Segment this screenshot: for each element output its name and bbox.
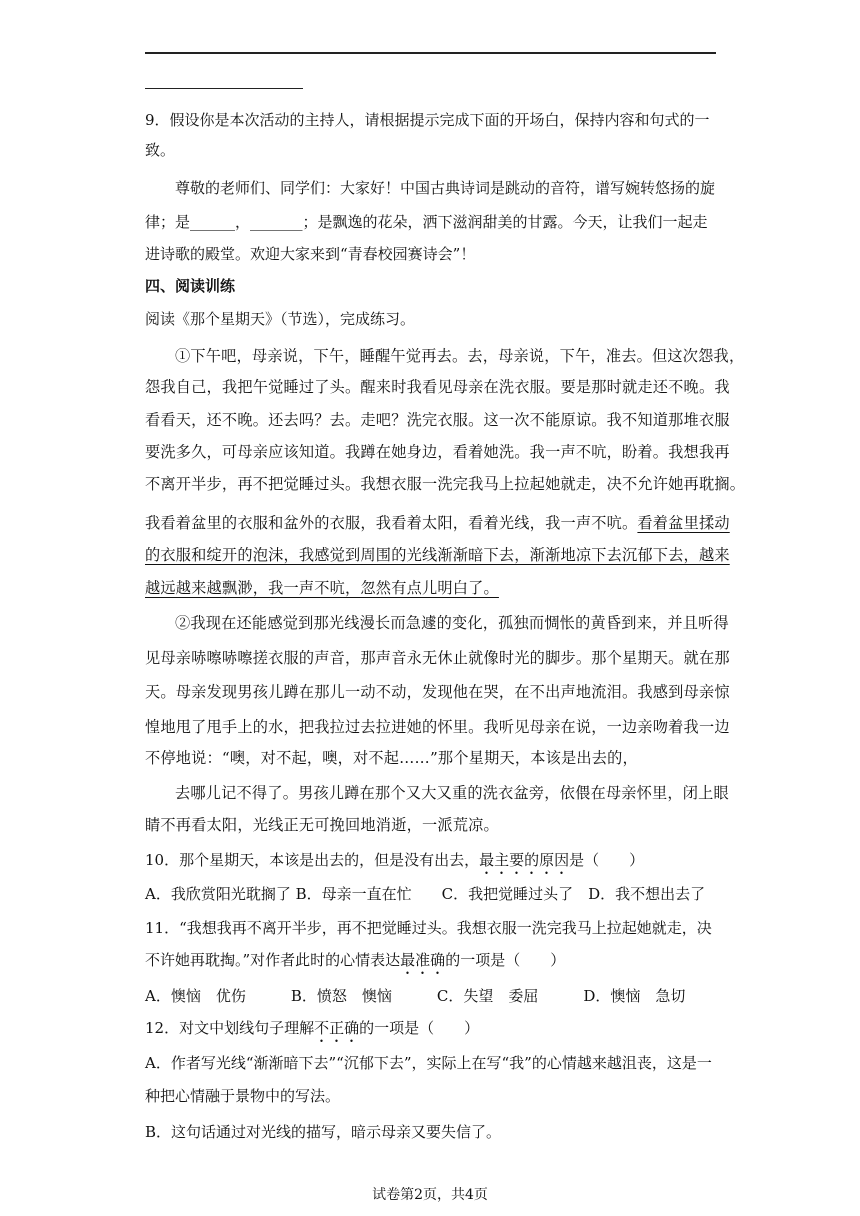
underlined-sentence: 看着盆里揉动: [637, 514, 730, 532]
answer-blank-line: [145, 88, 303, 89]
section-intro: 阅读《那个星期天》（节选），完成练习。: [145, 310, 416, 328]
q12-stem-text: 12．对文中划线句子理解: [145, 1019, 315, 1037]
section-title: 四、阅读训练: [145, 277, 236, 295]
q11-emphasis: 最准确: [400, 951, 446, 969]
passage-p3-line1: 去哪儿记不得了。男孩儿蹲在那个又大又重的洗衣盆旁，依偎在母亲怀里，闭上眼: [175, 784, 729, 802]
q12-stem-end: 的一项是（ ）: [359, 1019, 480, 1037]
q12-option-a-line2: 种把心情融于景物中的写法。: [145, 1087, 341, 1105]
q10-options: A．我欣赏阳光耽搁了 B．母亲一直在忙 C．我把觉睡过头了 D．我不想出去了: [145, 885, 706, 903]
passage-p1-line3: 看看天，还不晚。还去吗？去。走吧？洗完衣服。这一次不能原谅。我不知道那堆衣服: [145, 411, 730, 429]
q11-stem-text: 不许她再耽掏。”对作者此时的心情表达: [145, 951, 401, 969]
q11-line2: [145, 950, 565, 978]
q12-emphasis: 不正确: [314, 1019, 360, 1037]
passage-p2-line4: 惶地甩了甩手上的水，把我拉过去拉进她的怀里。我听见母亲在说，一边亲吻着我一边: [145, 718, 730, 736]
passage-p2-line5: 不停地说：“噢，对不起，噢，对不起……”那个星期天，本该是出去的，: [145, 749, 638, 767]
passage-p1-line2: 怨我自己，我把午觉睡过了头。醒来时我看见母亲在洗衣服。要是那时就走还不晚。我: [145, 378, 730, 396]
q11-options: A．懊恼 优伤 B．愤怒 懊恼 C．失望 委屈 D．懊恼 急切: [145, 987, 686, 1005]
q10-emphasis: 最主要的原因: [479, 851, 570, 869]
passage-p2-line1: ②我现在还能感觉到那光线漫长而急遽的变化，孤独而惆怅的黄昏到来，并且听得: [175, 614, 729, 632]
underlined-sentence-line2: 的衣服和绽开的泡沫，我感觉到周围的光线渐渐暗下去，渐渐地凉下去沉郁下去，越来: [145, 546, 730, 564]
q12-stem: [145, 1018, 479, 1046]
q9-para1: 尊敬的老师们、同学们：大家好！中国古典诗词是跳动的音符，谱写婉转悠扬的旋: [175, 179, 716, 197]
q9-para2: 律；是______，_______；是飘逸的花朵，洒下滋润甜美的甘露。今天，让我们一起走: [145, 213, 708, 231]
passage-p1-line6: [145, 513, 730, 533]
passage-p2-line2: 见母亲哧嚓哧嚓搓衣服的声音，那声音永无休止就像时光的脚步。那个星期天。就在那: [145, 649, 730, 667]
passage-p1-line4: 要洗多久，可母亲应该知道。我蹲在她身边，看着她洗。我一声不吭，盼着。我想我再: [145, 443, 730, 461]
q9-para3: 进诗歌的殿堂。欢迎大家来到“青春校园赛诗会”！: [145, 245, 476, 263]
q12-option-b: B．这句话通过对光线的描写，暗示母亲又要失信了。: [145, 1123, 502, 1141]
q10-stem-end: 是（ ）: [569, 851, 645, 869]
passage-plain-text: 我看着盆里的衣服和盆外的衣服，我看着太阳，看着光线，我一声不吭。: [145, 514, 638, 532]
q11-line1: 11．“我想我再不离开半步，再不把觉睡过头。我想衣服一洗完我马上拉起她就走，决: [145, 919, 712, 937]
passage-p1-line5: 不离开半步，再不把觉睡过头。我想衣服一洗完我马上拉起她就走，决不允许她再耽搁。: [145, 475, 746, 493]
q9-line1: 9．假设你是本次活动的主持人，请根据提示完成下面的开场白，保持内容和句式的一: [145, 111, 710, 129]
q12-option-a-line1: A．作者写光线“渐渐暗下去”“沉郁下去”，实际上在写“我”的心情越来越沮丧，这是一: [145, 1054, 712, 1072]
header-rule: [145, 52, 716, 54]
q10-stem-text: 10．那个星期天，本该是出去的，但是没有出去，: [145, 851, 480, 869]
q10-stem: [145, 850, 644, 878]
passage-p2-line3: 天。母亲发现男孩儿蹲在那儿一动不动，发现他在哭，在不出声地流泪。我感到母亲惊: [145, 683, 730, 701]
passage-p1-line1: ①下午吧，母亲说，下午，睡醒午觉再去。去，母亲说，下午，准去。但这次怨我，: [175, 347, 745, 365]
q11-stem-end: 的一项是（ ）: [445, 951, 566, 969]
passage-p3-line2: 睛不再看太阳，光线正无可挽回地消逝，一派荒凉。: [145, 816, 499, 834]
q9-line2: 致。: [145, 141, 176, 159]
page-footer: 试卷第2页，共4页: [372, 1187, 488, 1203]
underlined-sentence-line3: 越远越来越飘渺，我一声不吭，忽然有点儿明白了。: [145, 579, 499, 597]
